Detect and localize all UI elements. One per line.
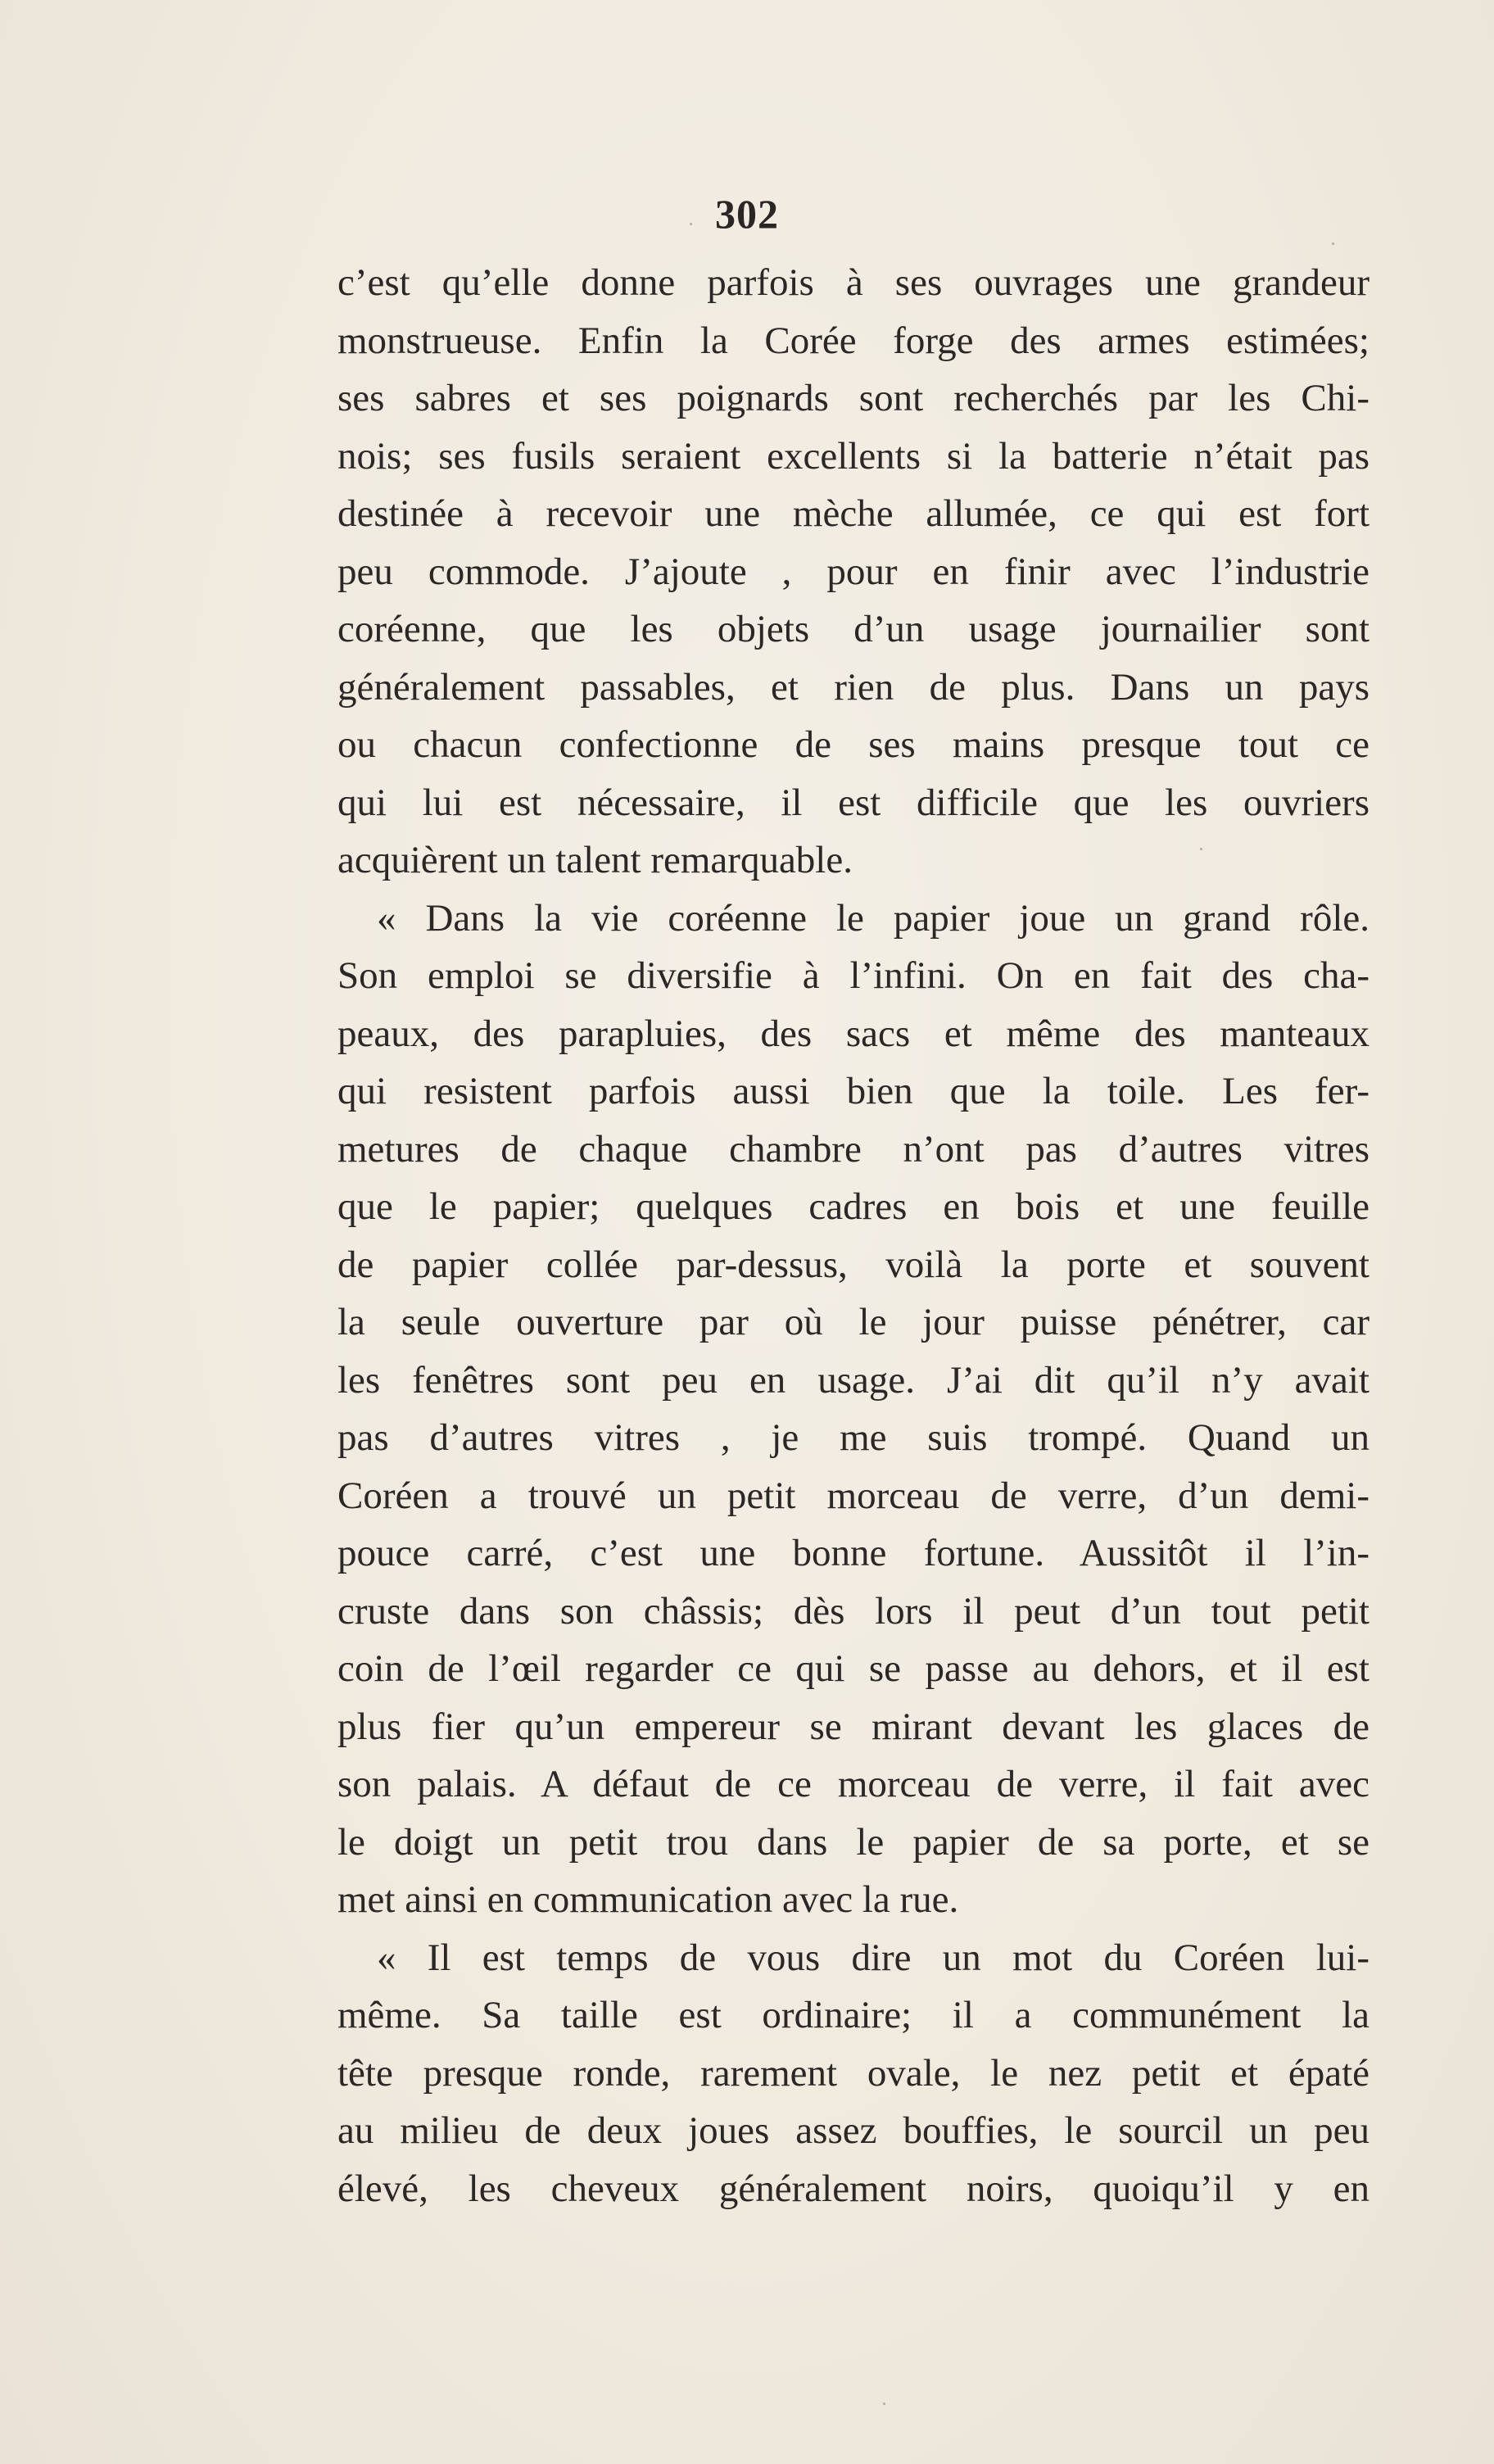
text-line: que le papier; quelques cadres en bois et une feuille — [337, 1185, 1370, 1228]
paper-speck — [1332, 242, 1334, 245]
text-line: metures de chaque chambre n’ont pas d’autres vitres — [337, 1127, 1370, 1171]
text-line: monstrueuse. Enfin la Corée forge des armes estimées; — [337, 319, 1370, 362]
paper-speck — [690, 223, 692, 225]
text-line: élevé, les cheveux généralement noirs, quoiqu’il y en — [337, 2167, 1370, 2210]
text-line: ou chacun confectionne de ses mains presque tout ce — [337, 723, 1370, 766]
text-line: Coréen a trouvé un petit morceau de verre, d’un demi- — [337, 1474, 1370, 1517]
paragraph-end-line: met ainsi en communication avec la rue. — [337, 1878, 959, 1921]
text-line: même. Sa taille est ordinaire; il a communément la — [337, 1994, 1370, 2036]
paragraph-start-line: « Il est temps de vous dire un mot du Coréen lui- — [377, 1936, 1370, 1979]
text-line: pas d’autres vitres , je me suis trompé. Quand un — [337, 1416, 1370, 1459]
text-line: tête presque ronde, rarement ovale, le nez petit et épaté — [337, 2051, 1370, 2095]
text-line: de papier collée par-dessus, voilà la porte et souvent — [337, 1243, 1370, 1286]
text-line: peu commode. J’ajoute , pour en finir avec l’industrie — [337, 550, 1370, 593]
page-number: 302 — [715, 191, 779, 237]
text-line: Son emploi se diversifie à l’infini. On en fait des cha- — [337, 954, 1370, 997]
text-line: cruste dans son châssis; dès lors il peut d’un tout petit — [337, 1589, 1370, 1633]
text-line: nois; ses fusils seraient excellents si la batterie n’était pas — [337, 434, 1370, 478]
paragraph-end-line: acquièrent un talent remarquable. — [337, 839, 853, 881]
text-line: qui lui est nécessaire, il est difficile que les ouvriers — [337, 781, 1370, 824]
text-line: pouce carré, c’est une bonne fortune. Aussitôt il l’in- — [337, 1532, 1370, 1574]
text-line: le doigt un petit trou dans le papier de sa porte, et se — [337, 1820, 1370, 1864]
text-line: la seule ouverture par où le jour puisse pénétrer, car — [337, 1301, 1370, 1343]
paper-speck — [1200, 848, 1202, 850]
body-text — [337, 254, 1370, 2217]
text-line: les fenêtres sont peu en usage. J’ai dit qu’il n’y avait — [337, 1358, 1370, 1402]
text-line: destinée à recevoir une mèche allumée, ce qui est fort — [337, 492, 1370, 535]
text-line: son palais. A défaut de ce morceau de verre, il fait avec — [337, 1763, 1370, 1805]
paragraph-start-line: « Dans la vie coréenne le papier joue un grand rôle. — [377, 896, 1370, 940]
text-line: coin de l’œil regarder ce qui se passe au dehors, et il est — [337, 1647, 1370, 1690]
text-line: peaux, des parapluies, des sacs et même des manteaux — [337, 1012, 1370, 1055]
text-line: généralement passables, et rien de plus. Dans un pays — [337, 665, 1370, 709]
text-line: plus fier qu’un empereur se mirant devant les glaces de — [337, 1705, 1370, 1748]
text-line: ses sabres et ses poignards sont recherchés par les Chi- — [337, 377, 1370, 419]
text-line: coréenne, que les objets d’un usage journailier sont — [337, 608, 1370, 650]
paper-speck — [883, 2403, 885, 2405]
text-line: c’est qu’elle donne parfois à ses ouvrages une grandeur — [337, 261, 1370, 304]
text-line: qui resistent parfois aussi bien que la toile. Les fer- — [337, 1070, 1370, 1112]
text-line: au milieu de deux joues assez bouffies, le sourcil un peu — [337, 2109, 1370, 2152]
